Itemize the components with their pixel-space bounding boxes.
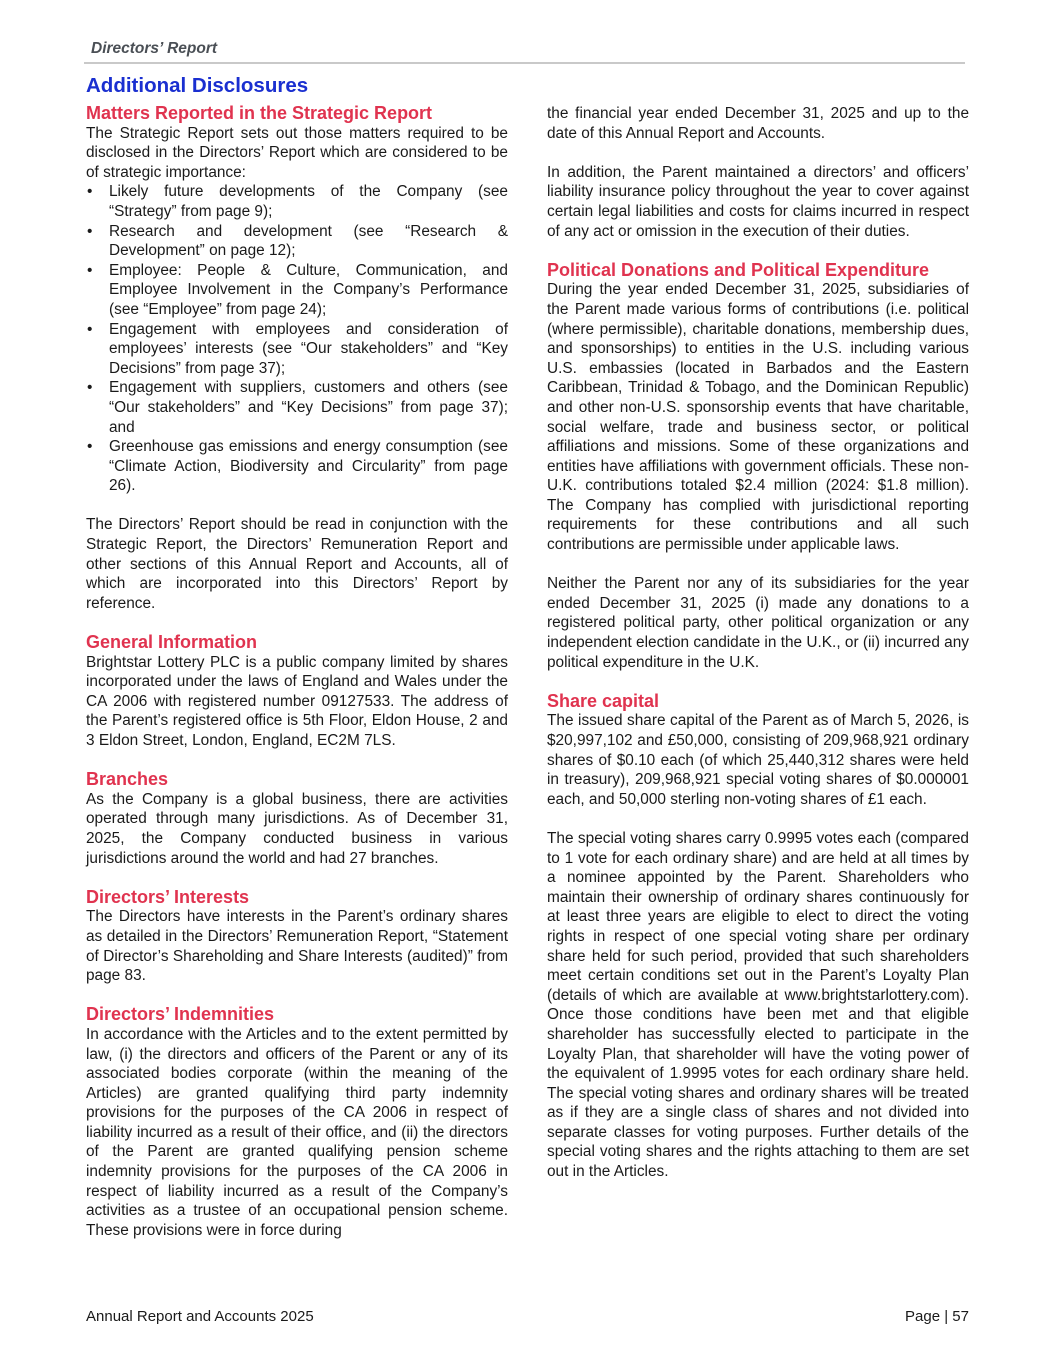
section-heading-share-capital: Share capital: [547, 690, 660, 711]
list-item-text: Research and development (see “Research & Development” on page 12);: [109, 222, 508, 260]
uk-political-body: Neither the Parent nor any of its subsidiaries for the year ended December 31, 2025 (i) made any donations to a registered political party, other political organization or any independent election candidate in the U.K., or (ii) incurred any political expenditure in the U.K.: [547, 575, 969, 671]
directors-interests-body: The Directors have interests in the Parent’s ordinary shares as detailed in the Directors’ Remuneration Report, “Statement of Director’s Shareholding and Share Interests (audited)” from page 83.: [86, 908, 508, 985]
bullet-icon: •: [87, 261, 93, 279]
special-voting-body: The special voting shares carry 0.9995 votes each (compared to 1 vote for each ordinary share) and are held at all times by a nominee appointed by the Parent. Shareholders who maintain their ownership of ordinary shares continuously for at least three years are eligible to elect to direct the voting rights in respect of one special voting share per ordinary share held for such period, provided that such shareholders meet certain conditions set out in the Parent’s Loyalty Plan (details of which are available at www.brightstarlottery.com). Once those conditions have been met and that eligible shareholder has successfully elected to participate in the Loyalty Plan, that shareholder will have the voting power of the equivalent of 1.9995 votes for each ordinary share held. The special voting shares and ordinary shares will be treated as if they are a single class of shares and not divided into separate classes for voting purposes. Further details of the special voting shares and the rights attaching to them are set out in the Articles.: [547, 829, 969, 1181]
spacer: [86, 986, 508, 1006]
insurance-body: In addition, the Parent maintained a directors’ and officers’ liability insurance policy throughout the year to cover against certain legal liabilities and costs for claims incurred in respect of any act or omission in the execution of their duties.: [547, 163, 969, 240]
spacer: [86, 613, 508, 633]
spacer: [547, 672, 969, 692]
footer-report-title: Annual Report and Accounts 2025: [86, 1308, 314, 1325]
list-item: [86, 437, 508, 496]
spacer: [547, 809, 969, 829]
section-heading-directors-indemnities: Directors’ Indemnities: [86, 1004, 275, 1025]
strategic-bullet-list: [86, 182, 508, 496]
bullet-icon: •: [87, 379, 93, 397]
list-item: [86, 378, 508, 437]
right-column: [547, 104, 969, 1182]
general-information-body: Brightstar Lottery PLC is a public company limited by shares incorporated under the laws of England and Wales under the CA 2006 with registered number 09127533. The address of the Parent’s registered office is 5th Floor, Eldon House, 2 and 3 Eldon Street, London, England, EC2M 7LS.: [86, 653, 508, 749]
indemnities-continued: the financial year ended December 31, 2025 and up to the date of this Annual Report and Accounts.: [547, 105, 969, 142]
directors-indemnities-body: In accordance with the Articles and to the extent permitted by law, (i) the directors and officers of the Parent or any of its associated bodies corporate (within the meaning of the Articles) are granted qualifying third party indemnity provisions for the purposes of the CA 2006 in respect of liability incurred as a result of their office, and (ii) the directors of the Parent are granted qualifying pension scheme indemnity provisions for the purposes of the CA 2006 in respect of liability incurred as a result of the Company’s activities as a trustee of an occupational pension scheme. These provisions were in force during: [86, 1025, 508, 1239]
bullet-icon: •: [87, 183, 93, 201]
section-heading-directors-interests: Directors’ Interests: [86, 886, 250, 907]
list-item: [86, 222, 508, 261]
strategic-intro: The Strategic Report sets out those matters required to be disclosed in the Directors’ Report which are considered to be of strategic importance:: [86, 124, 508, 181]
spacer: [547, 555, 969, 575]
list-item: [86, 261, 508, 320]
branches-body: As the Company is a global business, there are activities operated through many jurisdictions. As of December 31, 2025, the Company conducted business in various jurisdictions around the world and had 27 branches.: [86, 790, 508, 867]
political-donations-body: During the year ended December 31, 2025, subsidiaries of the Parent made various forms of contributions (i.e. political (where permissible), charitable donations, membership dues, and sponsorships) to entities in the U.S. including various U.S. embassies (located in Barbados and the Eastern Caribbean, Trinidad & Tobago, and the Dominican Republic) and other non-U.S. sponsorship events that have charitable, social welfare, trade and business sector, or political affiliations and missions. Some of these organizations and entities have affiliations with government officials. These non-U.K. contributions totaled $2.4 million (2024: $1.8 million). The Company has complied with jurisdictional reporting requirements for these contributions and all such contributions are permissible under applicable laws.: [547, 281, 969, 554]
section-heading-strategic: Matters Reported in the Strategic Report: [86, 103, 433, 123]
header-divider: [84, 62, 965, 64]
section-heading-general-information: General Information: [86, 632, 258, 653]
footer-page-number: Page | 57: [905, 1308, 969, 1325]
spacer: [86, 868, 508, 888]
bullet-icon: •: [87, 222, 93, 240]
list-item: [86, 320, 508, 379]
running-header: Directors’ Report: [91, 40, 218, 57]
page-title: Additional Disclosures: [86, 74, 309, 97]
list-item-text: Engagement with suppliers, customers and others (see “Our stakeholders” and “Key Decisions” from page 37); and: [109, 379, 508, 436]
list-item-text: Likely future developments of the Company (see “Strategy” from page 9);: [109, 183, 508, 220]
spacer: [86, 751, 508, 771]
list-item-text: Greenhouse gas emissions and energy consumption (see “Climate Action, Biodiversity and Circularity” from page 26).: [109, 438, 508, 495]
spacer: [547, 241, 969, 261]
list-item-text: Employee: People & Culture, Communication, and Employee Involvement in the Company’s Performance (see “Employee” from page 24);: [109, 261, 508, 318]
bullet-icon: •: [87, 320, 93, 338]
strategic-closing: The Directors’ Report should be read in conjunction with the Strategic Report, the Directors’ Remuneration Report and other sections of this Annual Report and Accounts, all of which are incorporated into this Directors’ Report by reference.: [86, 516, 508, 612]
list-item-text: Engagement with employees and consideration of employees’ interests (see “Our stakeholders” and “Key Decisions” from page 37);: [109, 320, 508, 377]
share-capital-body: The issued share capital of the Parent as of March 5, 2026, is $20,997,102 and £50,000, consisting of 209,968,921 ordinary shares of $0.10 each (of which 25,440,312 shares were held in treasury), 209,968,921 special voting shares of $0.000001 each, and 50,000 sterling non-voting shares of £1 each.: [547, 712, 969, 808]
left-column: [86, 104, 508, 1240]
section-heading-political-donations: Political Donations and Political Expenditure: [547, 259, 930, 280]
bullet-icon: •: [87, 438, 93, 456]
section-heading-branches: Branches: [86, 769, 169, 790]
spacer: [547, 143, 969, 163]
spacer: [86, 496, 508, 516]
list-item: [86, 182, 508, 221]
